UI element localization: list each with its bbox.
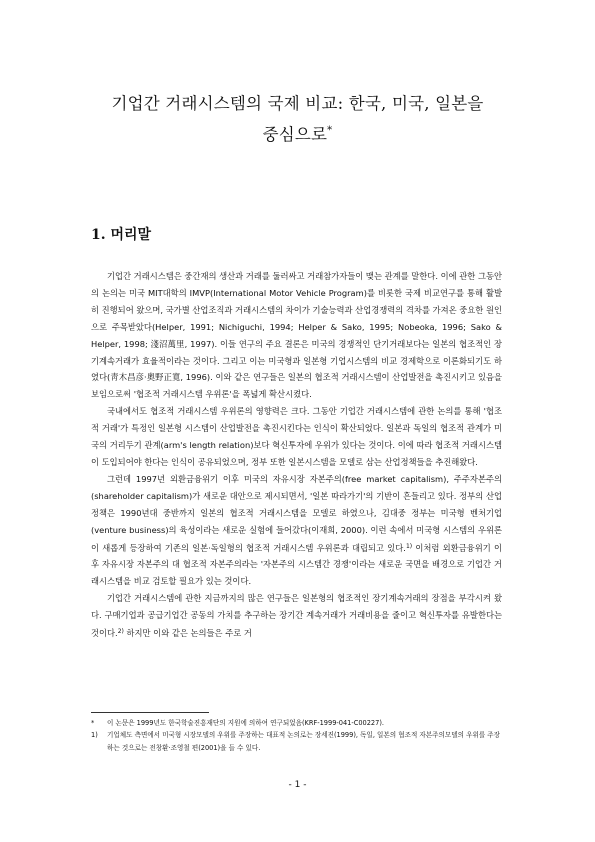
footnote-ref-1: 1)	[405, 542, 413, 550]
paragraph-4-text: 기업간 거래시스템에 관한 지금까지의 많은 연구들은 일본형의 협조적인 장기계속거래의 장점을 부각시켜 왔다. 구매기업과 공급기업간 공동의 가치를 추구하는 장기간 계속거래가 거래비용을 줄이고 혁신투자를 유발한다는 것이다.	[91, 593, 502, 639]
footnote-ref-2: 2)	[117, 628, 124, 636]
page-number: - 1 -	[288, 780, 307, 790]
footnote-1	[91, 729, 502, 754]
footnote-text: 기업체도 측면에서 미국형 시장모델의 우위를 주장하는 대표적 논의로는 장세진(1999), 독일, 일본의 협조적 자본주의모델의 우위를 주장하는 것으로는 전창환·조영철 편(2001)을 들 수 있다.	[107, 731, 501, 752]
paragraph-4	[91, 590, 502, 642]
paragraph-3-cont: 이처럼 외환금융위기 이후 자유시장 자본주의 대 협조적 자본주의라는 '자본주의 시스템간 경쟁'이라는 새로운 국면을 배경으로 기업간 거래시스템을 비교 검토할 필요가 있는 것이다.	[91, 542, 502, 587]
title-footnote-mark: *	[327, 125, 333, 136]
footnotes	[91, 717, 502, 754]
footnote-mark: *	[91, 719, 95, 727]
title-line-2	[60, 117, 535, 148]
paragraph-3-text: 그런데 1997년 외환금융위기 이후 미국의 자유시장 자본주의(free market capitalism), 주주자본주의(shareholder capitalism)가 새로운 대안으로 제시되면서, '일본 따라가기'의 기반이 흔들리고 있다. 정부의 산업정책은 1990년대 중반까지 일본의 협조적 거래시스템을 모델로 하였으나, 김대중 정부는 미국형 벤처기업(venture business)의 육성이라는 새로운 실험에 들어갔다(이재희, 2000). 이런 속에서 미국형 시스템의 우위론이 새롭게 등장하여 기존의 일본·독일형의 협조적 거래시스템 우위론과 대립되고 있다.	[91, 473, 502, 553]
body-text	[91, 268, 502, 642]
section-heading: 1. 머리말	[91, 227, 152, 243]
footnote-star	[91, 717, 502, 729]
title-line-1: 기업간 거래시스템의 국제 비교: 한국, 미국, 일본을	[111, 94, 484, 113]
paragraph-2: 국내에서도 협조적 거래시스템 우위론의 영향력은 크다. 그동안 기업간 거래시스템에 관한 논의를 통해 '협조적 거래'가 특정인 일본형 시스템이 산업발전을 촉진시킨다는 인식이 확산되었다. 일본과 독일의 협조적 관계가 미국의 거리두기 관계(arm's length relation)보다 혁신투자에 우위가 있다는 것이다. 이에 따라 협조적 거래시스템이 도입되어야 한다는 인식이 공유되었으며, 정부 또한 일본시스템을 모델로 삼는 산업정책들을 추진해왔다.	[91, 406, 502, 467]
footnote-text: 이 논문은 1999년도 한국학술진흥재단의 지원에 의하여 연구되었음(KRF-1999-041-C00227).	[107, 719, 384, 727]
footnote-mark: 1)	[91, 731, 98, 740]
paragraph-1: 기업간 거래시스템은 중간재의 생산과 거래를 둘러싸고 거래참가자들이 맺는 관계를 말한다. 이에 관한 그동안의 논의는 미국 MIT대학의 IMVP(International Motor Vehicle Program)를 비롯한 국제 비교연구를 통해 활발히 진행되어 왔으며, 국가별 산업조직과 거래시스템의 차이가 기술능력과 산업경쟁력의 격차를 가져온 중요한 원인으로 주목받았다(Helper, 1991; Nichiguchi, 1994; Helper & Sako, 1995; Nobeoka, 1996; Sako & Helper, 1998; 淺沼萬里, 1997). 이들 연구의 주요 결론은 미국의 경쟁적인 단기거래보다는 일본의 협조적인 장기계속거래가 효율적이라는 것이다. 그리고 이는 미국형과 일본형 기업시스템의 비교 경제학으로 이론화되기도 하였다(靑木昌彦·奧野正寬, 1996). 이와 같은 연구들은 일본의 협조적 거래시스템이 산업발전을 촉진시키고 있음을 보임으로써 '협조적 거래시스템 우위론'을 폭넓게 확산시켰다.	[91, 271, 502, 400]
footnote-divider	[91, 712, 209, 713]
paragraph-4-cont: 하지만 이와 같은 논의들은 주로 거	[126, 628, 252, 639]
paragraph-3	[91, 471, 502, 590]
title-line-2-text: 중심으로	[262, 125, 328, 144]
paper-title	[60, 90, 535, 148]
